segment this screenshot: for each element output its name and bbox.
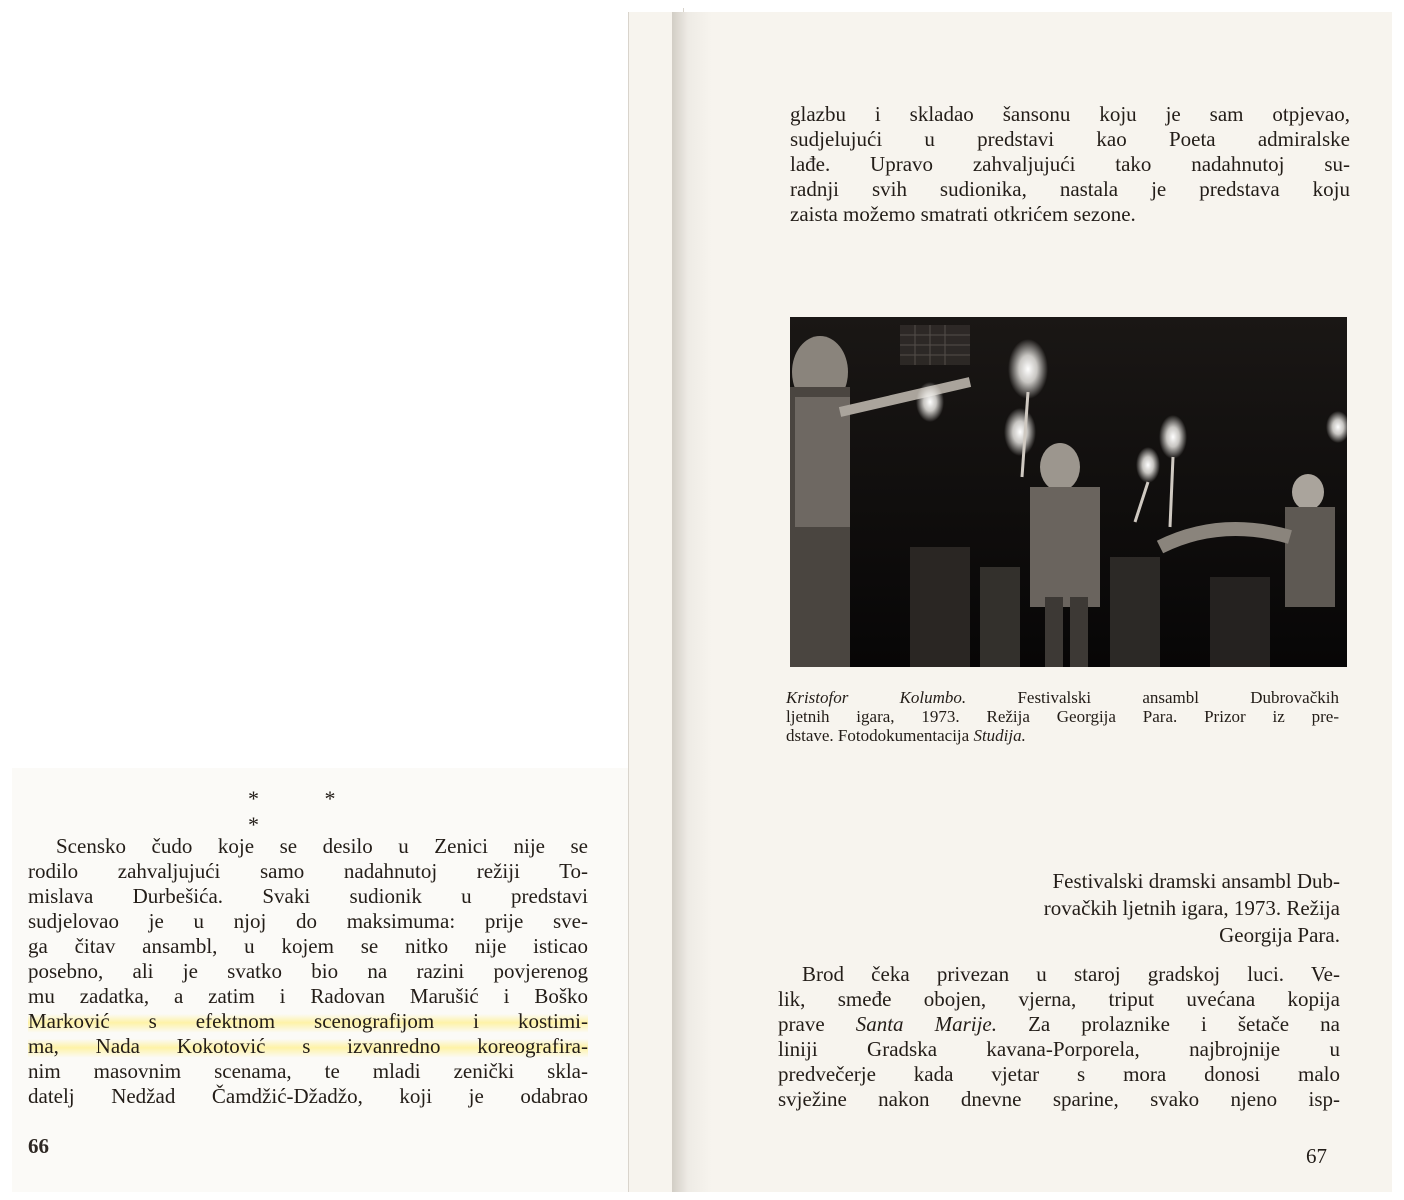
section-heading: [900, 868, 1340, 949]
text-line: Brod čeka privezan u staroj gradskoj luci. Ve-: [802, 962, 1340, 986]
text-line: zaista možemo smatrati otkrićem sezone.: [790, 202, 1136, 226]
ship-name: Santa Marije.: [855, 1012, 997, 1036]
caption-text: ljetnih igara, 1973. Režija Georgija Para. Prizor iz pre-: [786, 707, 1339, 726]
stage-photo: [790, 317, 1347, 667]
text-line: svježine nakon dnevne sparine, svako njeno isp-: [778, 1087, 1340, 1111]
caption-title: Kristofor Kolumbo.: [786, 688, 967, 707]
text-line: ga čitav ansambl, u kojem se nitko nije isticao: [28, 934, 588, 958]
text-line: datelj Nedžad Čamdžić-Džadžo, koji je odabrao: [28, 1084, 588, 1108]
right-top-paragraph: [790, 102, 1350, 227]
text-line: rodilo zahvaljujući samo nadahnutoj režiji To-: [28, 859, 588, 883]
caption-studio: Studija.: [973, 726, 1026, 745]
text-line: predvečerje kada vjetar s mora donosi malo: [778, 1062, 1340, 1086]
page-number-right: 67: [1306, 1144, 1327, 1168]
left-body-paragraph: [28, 834, 588, 1109]
text-line: liniji Gradska kavana-Porporela, najbrojnije u: [778, 1037, 1340, 1061]
text-line: nim masovnim scenama, te mladi zenički skla-: [28, 1059, 588, 1083]
caption-text: Festivalski ansambl Dubrovačkih: [1017, 688, 1339, 707]
blank-area: [12, 8, 683, 768]
text-line: Scensko čudo koje se desilo u Zenici nije se: [56, 834, 588, 858]
text-line: lađe. Upravo zahvaljujući tako nadahnutoj su-: [790, 152, 1350, 176]
heading-line: Georgija Para.: [1219, 923, 1340, 947]
highlighted-text-line: ma, Nada Kokotović s izvanredno koreografira-: [28, 1034, 588, 1058]
text-line: posebno, ali je svatko bio na razini povjerenog: [28, 959, 588, 983]
text-line: glazbu i skladao šansonu koju je sam otpjevao,: [790, 102, 1350, 126]
caption-text: dstave. Fotodokumentacija: [786, 726, 970, 745]
text-line: Za prolaznike i šetače na: [1028, 1012, 1341, 1036]
text-line: mu zadatka, a zatim i Radovan Marušić i Boško: [28, 984, 588, 1008]
section-separator-stars: * * *: [248, 786, 366, 837]
text-line: radnji svih sudionika, nastala je predstava koju: [790, 177, 1350, 201]
text-line: prave: [778, 1012, 825, 1036]
text-line: sudjelovao je u njoj do maksimuma: prije sve-: [28, 909, 588, 933]
heading-line: rovačkih ljetnih igara, 1973. Režija: [1043, 896, 1340, 920]
photo-illustration: [790, 317, 1347, 667]
text-line: lik, smeđe obojen, vjerna, triput uvećana kopija: [778, 987, 1340, 1011]
highlighted-text-line: Marković s efektnom scenografijom i kostimi-: [28, 1009, 588, 1033]
page-number-left: 66: [28, 1134, 49, 1158]
right-body-paragraph: [778, 962, 1340, 1112]
book-gutter: [672, 12, 712, 1192]
text-line: sudjelujući u predstavi kao Poeta admiralske: [790, 127, 1350, 151]
text-line: mislava Durbešića. Svaki sudionik u predstavi: [28, 884, 588, 908]
heading-line: Festivalski dramski ansambl Dub-: [1052, 869, 1340, 893]
photo-caption: [786, 688, 1339, 745]
